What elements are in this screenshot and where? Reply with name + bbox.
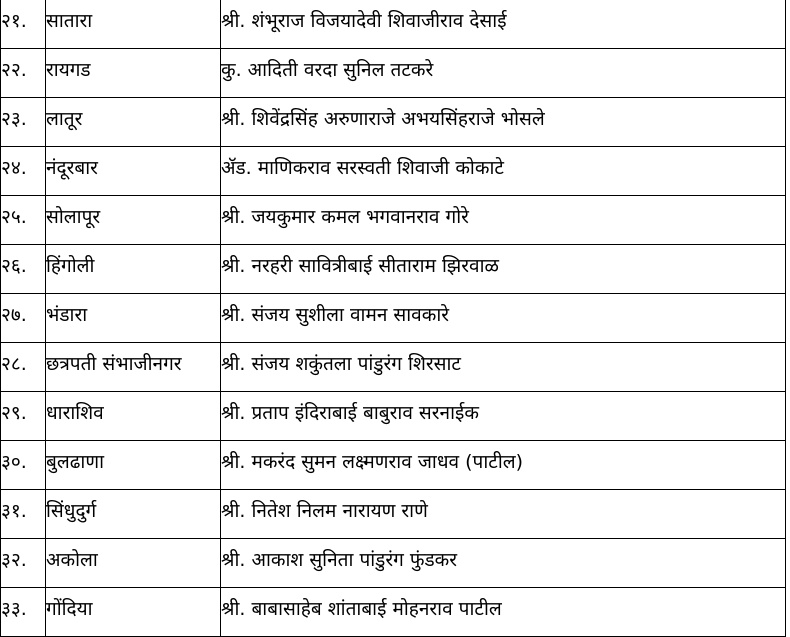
minister-name: श्री. मकरंद सुमन लक्ष्मणराव जाधव (पाटील) [221,441,786,490]
district-name: बुलढाणा [46,441,221,490]
district-name: रायगड [46,49,221,98]
serial-number: ३२. [1,539,46,588]
minister-name: श्री. संजय सुशीला वामन सावकारे [221,294,786,343]
minister-name: श्री. शंभूराज विजयादेवी शिवाजीराव देसाई [221,0,786,49]
district-name: भंडारा [46,294,221,343]
minister-name: श्री. आकाश सुनिता पांडुरंग फुंडकर [221,539,786,588]
minister-name: श्री. प्रताप इंदिराबाई बाबुराव सरनाईक [221,392,786,441]
serial-number: २६. [1,245,46,294]
serial-number: ३०. [1,441,46,490]
serial-number: २७. [1,294,46,343]
district-name: गोंदिया [46,588,221,637]
serial-number: २१. [1,0,46,49]
serial-number: २२. [1,49,46,98]
table-row [1,294,786,343]
minister-name: ॲड. माणिकराव सरस्वती शिवाजी कोकाटे [221,147,786,196]
minister-name: श्री. संजय शकुंतला पांडुरंग शिरसाट [221,343,786,392]
table-row [1,392,786,441]
table-row [1,0,786,49]
district-name: सिंधुदुर्ग [46,490,221,539]
table-body [1,0,786,637]
district-name: अकोला [46,539,221,588]
table-row [1,245,786,294]
table-row [1,343,786,392]
table-row [1,196,786,245]
district-name: लातूर [46,98,221,147]
minister-name: श्री. नरहरी सावित्रीबाई सीताराम झिरवाळ [221,245,786,294]
serial-number: २५. [1,196,46,245]
table-row [1,588,786,637]
serial-number: २३. [1,98,46,147]
district-name: नंदूरबार [46,147,221,196]
minister-name: श्री. बाबासाहेब शांताबाई मोहनराव पाटील [221,588,786,637]
district-name: सोलापूर [46,196,221,245]
district-name: सातारा [46,0,221,49]
district-name: छत्रपती संभाजीनगर [46,343,221,392]
minister-name: कु. आदिती वरदा सुनिल तटकरे [221,49,786,98]
serial-number: २८. [1,343,46,392]
serial-number: २४. [1,147,46,196]
table-row [1,147,786,196]
district-name: हिंगोली [46,245,221,294]
minister-name: श्री. शिवेंद्रसिंह अरुणाराजे अभयसिंहराजे भोसले [221,98,786,147]
table-row [1,98,786,147]
minister-name: श्री. जयकुमार कमल भगवानराव गोरे [221,196,786,245]
table-row [1,441,786,490]
minister-name: श्री. नितेश निलम नारायण राणे [221,490,786,539]
serial-number: २९. [1,392,46,441]
table-row [1,539,786,588]
table-row [1,490,786,539]
district-name: धाराशिव [46,392,221,441]
table-row [1,49,786,98]
serial-number: ३१. [1,490,46,539]
serial-number: ३३. [1,588,46,637]
